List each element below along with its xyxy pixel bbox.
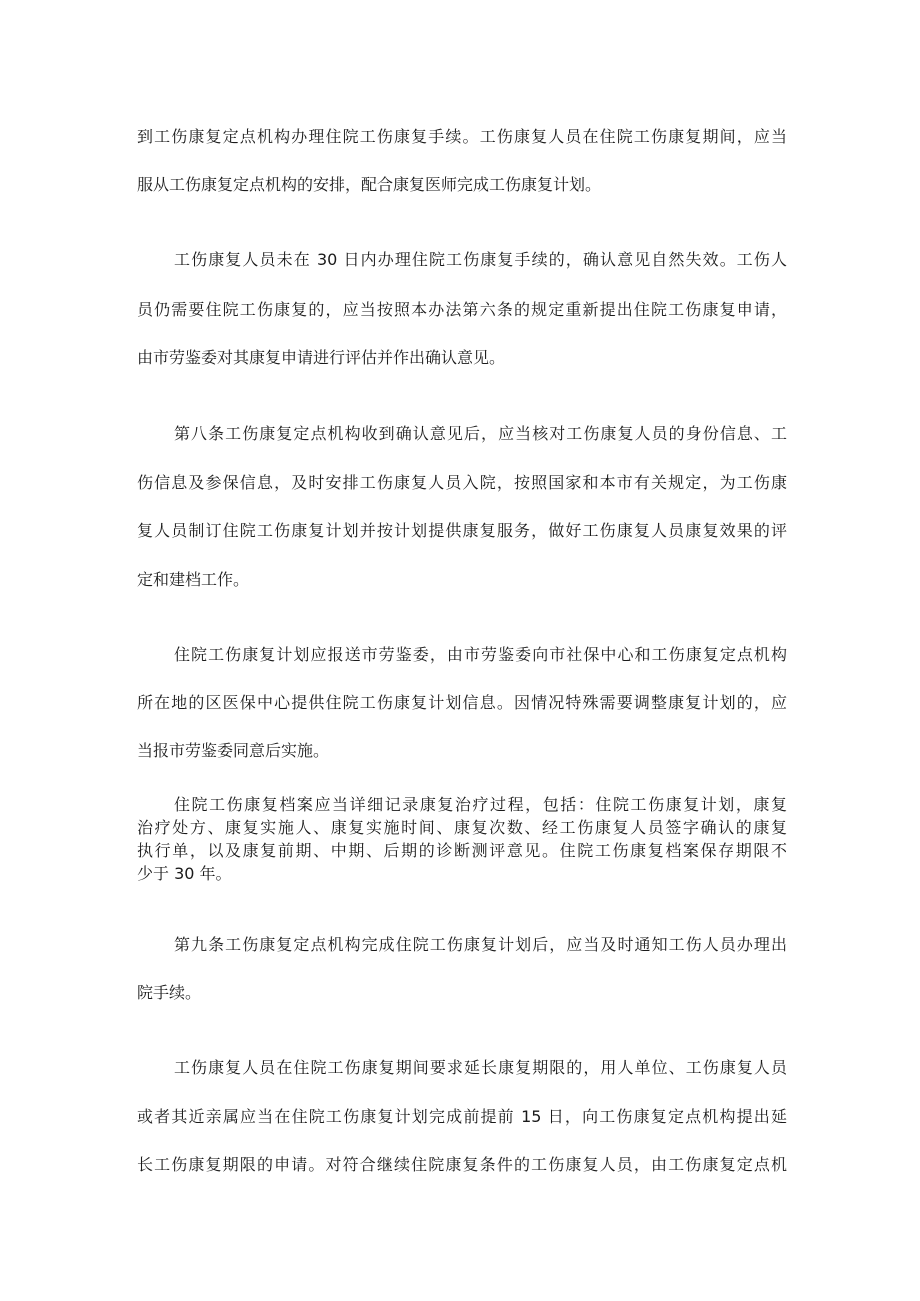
paragraph-2-line-1: 工伤康复人员未在 30 日内办理住院工伤康复手续的，确认意见自然失效。工伤人 [174, 250, 787, 269]
paragraph-1-line-2: 服从工伤康复定点机构的安排，配合康复医师完成工伤康复计划。 [137, 175, 602, 194]
paragraph-2-line-2: 员仍需要住院工伤康复的，应当按照本办法第六条的规定重新提出住院工伤康复申请， [137, 300, 787, 319]
paragraph-5-line-2: 治疗处方、康复实施人、康复实施时间、康复次数、经工伤康复人员签字确认的康复 [137, 818, 787, 837]
paragraph-4-line-1: 住院工伤康复计划应报送市劳鉴委，由市劳鉴委向市社保中心和工伤康复定点机构 [174, 645, 787, 664]
paragraph-7-line-2: 或者其近亲属应当在住院工伤康复计划完成前提前 15 日，向工伤康复定点机构提出延 [137, 1107, 787, 1126]
paragraph-3-line-1: 第八条工伤康复定点机构收到确认意见后，应当核对工伤康复人员的身份信息、工 [174, 424, 787, 443]
paragraph-2-line-3: 由市劳鉴委对其康复申请进行评估并作出确认意见。 [137, 348, 506, 367]
paragraph-1-line-1: 到工伤康复定点机构办理住院工伤康复手续。工伤康复人员在住院工伤康复期间，应当 [137, 127, 787, 146]
paragraph-6-line-2: 院手续。 [137, 983, 202, 1002]
paragraph-3-line-4: 定和建档工作。 [137, 570, 250, 589]
paragraph-7-line-1: 工伤康复人员在住院工伤康复期间要求延长康复期限的，用人单位、工伤康复人员 [174, 1058, 787, 1077]
paragraph-7-line-3: 长工伤康复期限的申请。对符合继续住院康复条件的工伤康复人员，由工伤康复定点机 [137, 1155, 787, 1174]
paragraph-4-line-3: 当报市劳鉴委同意后实施。 [137, 741, 330, 760]
paragraph-3-line-3: 复人员制订住院工伤康复计划并按计划提供康复服务，做好工伤康复人员康复效果的评 [137, 521, 787, 540]
paragraph-5-line-3: 执行单，以及康复前期、中期、后期的诊断测评意见。住院工伤康复档案保存期限不 [137, 841, 787, 860]
paragraph-6-line-1: 第九条工伤康复定点机构完成住院工伤康复计划后，应当及时通知工伤人员办理出 [174, 935, 787, 954]
paragraph-5-line-1: 住院工伤康复档案应当详细记录康复治疗过程，包括：住院工伤康复计划，康复 [174, 795, 787, 814]
paragraph-5-line-4: 少于 30 年。 [137, 864, 232, 883]
paragraph-4-line-2: 所在地的区医保中心提供住院工伤康复计划信息。因情况特殊需要调整康复计划的，应 [137, 693, 787, 712]
paragraph-3-line-2: 伤信息及参保信息，及时安排工伤康复人员入院，按照国家和本市有关规定，为工伤康 [137, 473, 787, 492]
